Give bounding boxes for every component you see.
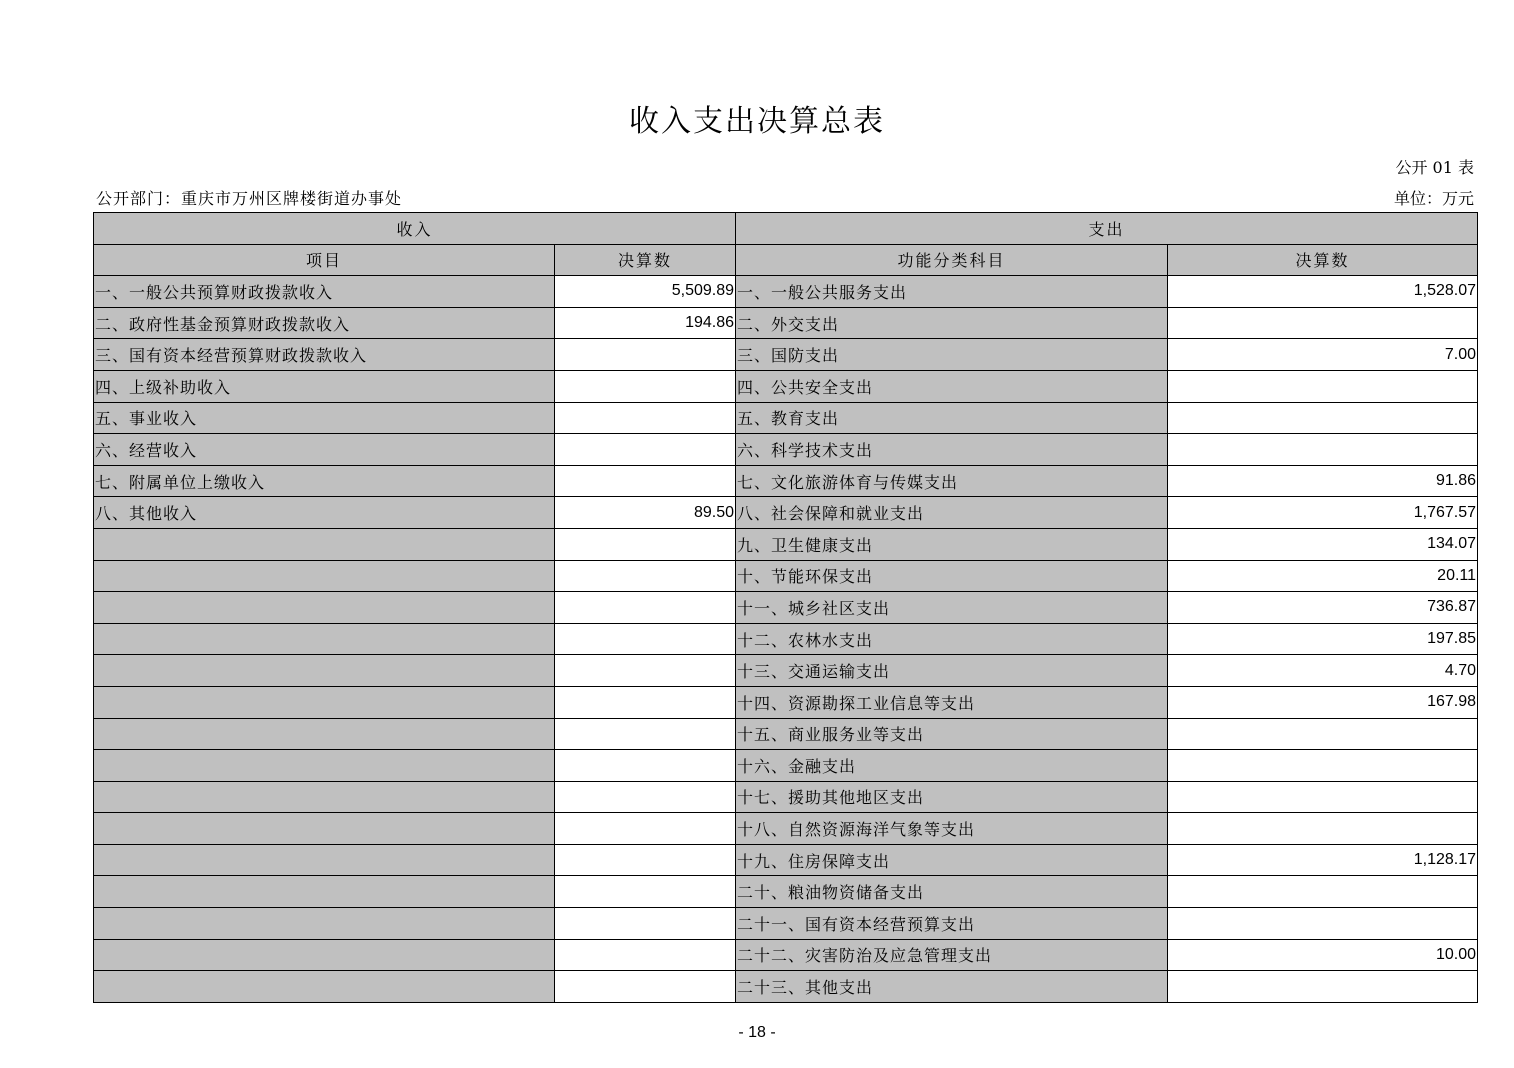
table-row: [94, 276, 1478, 308]
income-amount-cell: 89.50: [555, 497, 736, 529]
income-section-header: 收入: [94, 213, 736, 245]
table-body: [94, 213, 1478, 1003]
expense-amount-cell: 1,767.57: [1168, 497, 1478, 529]
income-amount-cell: [555, 939, 736, 971]
table-row: [94, 686, 1478, 718]
expense-amount-cell: 167.98: [1168, 686, 1478, 718]
expense-amount-cell: [1168, 750, 1478, 782]
table-row: [94, 655, 1478, 687]
expense-item-cell: 十一、城乡社区支出: [736, 592, 1168, 624]
budget-table: [93, 212, 1478, 1003]
expense-amount-cell: 197.85: [1168, 623, 1478, 655]
table-row: [94, 750, 1478, 782]
expense-item-cell: 七、文化旅游体育与传媒支出: [736, 465, 1168, 497]
income-item-cell: [94, 718, 555, 750]
table-row: [94, 876, 1478, 908]
table-row: [94, 813, 1478, 845]
income-amount-cell: [555, 465, 736, 497]
income-item-cell: [94, 813, 555, 845]
unit-label: 单位：万元: [1393, 189, 1474, 208]
expense-item-cell: 十四、资源勘探工业信息等支出: [736, 686, 1168, 718]
expense-amount-cell: [1168, 370, 1478, 402]
income-amount-cell: [555, 750, 736, 782]
income-amount-cell: [555, 781, 736, 813]
income-item-cell: [94, 844, 555, 876]
income-item-cell: [94, 560, 555, 592]
income-item-cell: [94, 876, 555, 908]
income-amount-cell: [555, 434, 736, 466]
function-class-column-header: 功能分类科目: [736, 244, 1168, 276]
income-amount-cell: 5,509.89: [555, 276, 736, 308]
expense-item-cell: 九、卫生健康支出: [736, 528, 1168, 560]
income-item-cell: 二、政府性基金预算财政拨款收入: [94, 307, 555, 339]
expense-item-cell: 十五、商业服务业等支出: [736, 718, 1168, 750]
expense-item-cell: 十二、农林水支出: [736, 623, 1168, 655]
expense-amount-cell: 10.00: [1168, 939, 1478, 971]
expense-item-cell: 十七、援助其他地区支出: [736, 781, 1168, 813]
income-item-cell: [94, 686, 555, 718]
expense-amount-cell: [1168, 813, 1478, 845]
expense-item-cell: 三、国防支出: [736, 339, 1168, 371]
income-item-cell: [94, 623, 555, 655]
expense-amount-cell: [1168, 971, 1478, 1003]
table-row: [94, 844, 1478, 876]
expense-item-cell: 二十三、其他支出: [736, 971, 1168, 1003]
income-amount-column-header: 决算数: [555, 244, 736, 276]
table-row: [94, 339, 1478, 371]
table-row: [94, 434, 1478, 466]
table-row: [94, 908, 1478, 940]
income-amount-cell: [555, 971, 736, 1003]
income-item-cell: [94, 781, 555, 813]
income-item-cell: 四、上级补助收入: [94, 370, 555, 402]
expense-amount-cell: [1168, 781, 1478, 813]
header-row-columns: [94, 244, 1478, 276]
income-amount-cell: [555, 876, 736, 908]
expense-amount-cell: 736.87: [1168, 592, 1478, 624]
table-row: [94, 560, 1478, 592]
income-amount-cell: 194.86: [555, 307, 736, 339]
expense-item-cell: 十八、自然资源海洋气象等支出: [736, 813, 1168, 845]
expense-item-cell: 六、科学技术支出: [736, 434, 1168, 466]
income-amount-cell: [555, 908, 736, 940]
form-number: 公开 01 表: [1395, 158, 1474, 177]
table-row: [94, 939, 1478, 971]
header-row-sections: [94, 213, 1478, 245]
expense-amount-cell: [1168, 402, 1478, 434]
expense-item-cell: 十三、交通运输支出: [736, 655, 1168, 687]
income-item-cell: [94, 592, 555, 624]
table-row: [94, 718, 1478, 750]
income-item-cell: 一、一般公共预算财政拨款收入: [94, 276, 555, 308]
table-row: [94, 528, 1478, 560]
expense-amount-cell: [1168, 908, 1478, 940]
table-row: [94, 623, 1478, 655]
table-row: [94, 307, 1478, 339]
table-row: [94, 402, 1478, 434]
income-amount-cell: [555, 813, 736, 845]
department-label: 公开部门：重庆市万州区牌楼街道办事处: [96, 189, 403, 208]
expense-amount-cell: 1,528.07: [1168, 276, 1478, 308]
page-title: 收入支出决算总表: [629, 104, 885, 139]
item-column-header: 项目: [94, 244, 555, 276]
expense-amount-cell: [1168, 718, 1478, 750]
income-item-cell: [94, 939, 555, 971]
income-amount-cell: [555, 528, 736, 560]
income-amount-cell: [555, 560, 736, 592]
income-item-cell: [94, 655, 555, 687]
income-amount-cell: [555, 686, 736, 718]
income-item-cell: 三、国有资本经营预算财政拨款收入: [94, 339, 555, 371]
expense-item-cell: 八、社会保障和就业支出: [736, 497, 1168, 529]
expense-section-header: 支出: [736, 213, 1478, 245]
income-amount-cell: [555, 370, 736, 402]
income-item-cell: [94, 908, 555, 940]
income-amount-cell: [555, 718, 736, 750]
expense-amount-cell: 20.11: [1168, 560, 1478, 592]
income-amount-cell: [555, 339, 736, 371]
table-row: [94, 592, 1478, 624]
income-item-cell: 七、附属单位上缴收入: [94, 465, 555, 497]
expense-amount-cell: [1168, 876, 1478, 908]
expense-item-cell: 二十二、灾害防治及应急管理支出: [736, 939, 1168, 971]
expense-amount-cell: 7.00: [1168, 339, 1478, 371]
expense-item-cell: 二、外交支出: [736, 307, 1168, 339]
expense-amount-cell: 91.86: [1168, 465, 1478, 497]
income-item-cell: 八、其他收入: [94, 497, 555, 529]
expense-item-cell: 十六、金融支出: [736, 750, 1168, 782]
income-amount-cell: [555, 844, 736, 876]
expense-amount-cell: [1168, 307, 1478, 339]
table-row: [94, 370, 1478, 402]
expense-amount-column-header: 决算数: [1168, 244, 1478, 276]
income-item-cell: [94, 750, 555, 782]
table-row: [94, 781, 1478, 813]
expense-item-cell: 五、教育支出: [736, 402, 1168, 434]
income-item-cell: 五、事业收入: [94, 402, 555, 434]
income-amount-cell: [555, 655, 736, 687]
expense-item-cell: 二十、粮油物资储备支出: [736, 876, 1168, 908]
income-amount-cell: [555, 623, 736, 655]
page-number: - 18 -: [738, 1024, 776, 1041]
income-item-cell: [94, 971, 555, 1003]
expense-item-cell: 二十一、国有资本经营预算支出: [736, 908, 1168, 940]
expense-item-cell: 一、一般公共服务支出: [736, 276, 1168, 308]
income-item-cell: 六、经营收入: [94, 434, 555, 466]
expense-item-cell: 十九、住房保障支出: [736, 844, 1168, 876]
table-row: [94, 465, 1478, 497]
expense-item-cell: 十、节能环保支出: [736, 560, 1168, 592]
expense-amount-cell: 1,128.17: [1168, 844, 1478, 876]
expense-item-cell: 四、公共安全支出: [736, 370, 1168, 402]
income-amount-cell: [555, 592, 736, 624]
expense-amount-cell: 134.07: [1168, 528, 1478, 560]
expense-amount-cell: [1168, 434, 1478, 466]
expense-amount-cell: 4.70: [1168, 655, 1478, 687]
income-amount-cell: [555, 402, 736, 434]
table-row: [94, 497, 1478, 529]
income-item-cell: [94, 528, 555, 560]
table-row: [94, 971, 1478, 1003]
